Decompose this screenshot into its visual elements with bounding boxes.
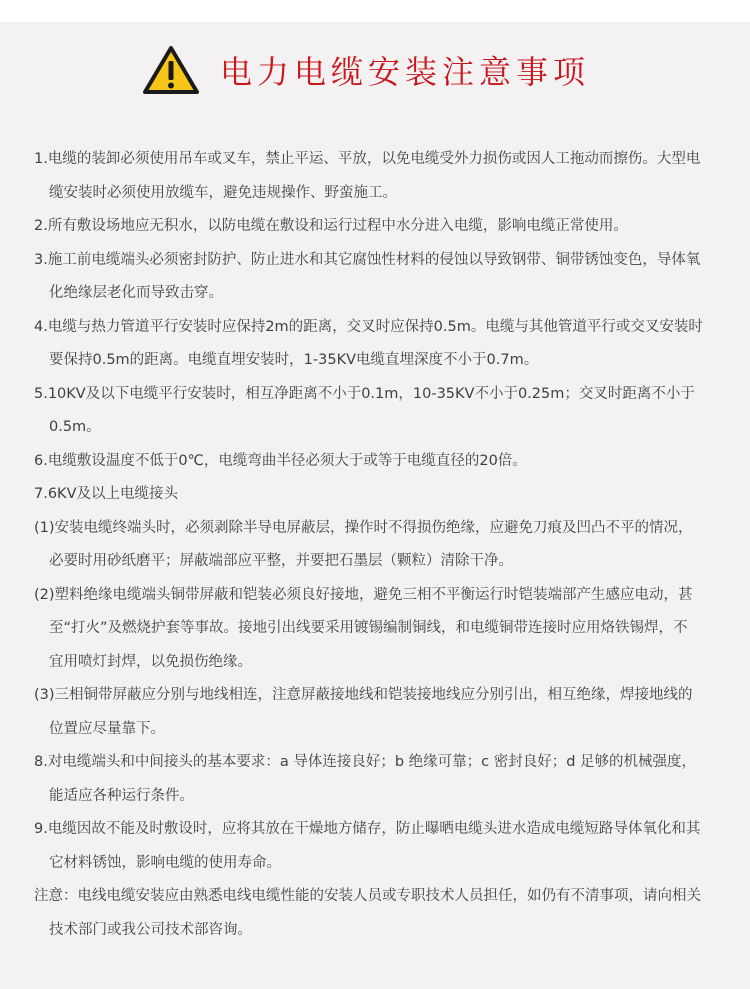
note-line: 1.电缆的装卸必须使用吊车或叉车，禁止平运、平放，以免电缆受外力损伤或因人工拖动而擦伤。大型电 xyxy=(34,151,701,167)
note-line: 要保持0.5m的距离。电缆直埋安装时，1-35KV电缆直埋深度不小于0.7m。 xyxy=(49,352,539,368)
note-item-7 xyxy=(34,478,724,512)
note-item-2 xyxy=(34,210,724,244)
note-line: 3.施工前电缆端头必须密封防护、防止进水和其它腐蚀性材料的侵蚀以导致钢带、铜带锈蚀变色，导体氧 xyxy=(34,251,701,268)
note-line: 位置应尽量靠下。 xyxy=(49,720,165,737)
warning-triangle-icon xyxy=(142,45,200,95)
note-line: 9.电缆因故不能及时敷设时，应将其放在干燥地方储存，防止曝晒电缆头进水造成电缆短路导体氧化和其 xyxy=(34,821,701,837)
note-line: (3)三相铜带屏蔽应分别与地线相连，注意屏蔽接地线和铠装接地线应分别引出，相互绝缘，焊接地线的 xyxy=(34,687,693,703)
note-line: 宜用喷灯封焊，以免损伤绝缘。 xyxy=(49,653,252,670)
note-item-3 xyxy=(34,244,724,311)
note-line: (2)塑料绝缘电缆端头铜带屏蔽和铠装必须良好接地，避免三相不平衡运行时铠装端部产生感应电动，甚 xyxy=(34,586,693,603)
note-subitem-3 xyxy=(34,679,724,746)
note-line: 8.对电缆端头和中间接头的基本要求：a 导体连接良好；b 绝缘可靠；c 密封良好；d 足够的机械强度， xyxy=(34,754,697,770)
note-attention xyxy=(34,880,724,947)
note-line: 能适应各种运行条件。 xyxy=(49,787,194,804)
note-line: 技术部门或我公司技术部咨询。 xyxy=(49,921,252,938)
note-item-6 xyxy=(34,445,724,479)
note-item-5 xyxy=(34,378,724,445)
note-line: 7.6KV及以上电缆接头 xyxy=(34,486,178,502)
note-item-9 xyxy=(34,813,724,880)
top-band xyxy=(0,0,750,22)
note-line: 化绝缘层老化而导致击穿。 xyxy=(49,285,223,301)
note-line: 6.电缆敷设温度不低于0℃，电缆弯曲半径必须大于或等于电缆直径的20倍。 xyxy=(34,452,527,469)
note-item-4 xyxy=(34,311,724,378)
note-line: 它材料锈蚀，影响电缆的使用寿命。 xyxy=(49,854,281,871)
note-line: 缆安装时必须使用放缆车，避免违规操作、野蛮施工。 xyxy=(49,184,397,201)
note-subitem-2 xyxy=(34,579,724,680)
note-line: 至“打火”及燃烧护套等事故。接地引出线要采用镀锡编制铜线，和电缆铜带连接时应用烙铁锡焊，不 xyxy=(49,620,688,636)
note-line: 必要时用砂纸磨平；屏蔽端部应平整，并要把石墨层（颗粒）清除干净。 xyxy=(49,553,513,569)
note-line: (1)安装电缆终端头时，必须剥除半导电屏蔽层，操作时不得损伤绝缘，应避免刀痕及凹凸不平的情况， xyxy=(34,519,693,536)
header xyxy=(0,40,750,100)
note-item-1 xyxy=(34,143,724,210)
note-line: 5.10KV及以下电缆平行安装时，相互净距离不小于0.1m，10-35KV不小于0.25m；交叉时距离不小于 xyxy=(34,385,695,402)
page-title: 电力电缆安装注意事项 xyxy=(219,53,590,91)
note-item-8 xyxy=(34,746,724,813)
notes-list xyxy=(34,143,724,947)
note-line: 4.电缆与热力管道平行安装时应保持2m的距离，交叉时应保持0.5m。电缆与其他管道平行或交叉安装时 xyxy=(34,318,703,335)
note-line: 注意：电线电缆安装应由熟悉电线电缆性能的安装人员或专职技术人员担任，如仍有不清事项，请向相关 xyxy=(34,888,701,904)
note-line: 0.5m。 xyxy=(49,419,101,435)
note-line: 2.所有敷设场地应无积水，以防电缆在敷设和运行过程中水分进入电缆，影响电缆正常使用。 xyxy=(34,218,628,234)
note-subitem-1 xyxy=(34,512,724,579)
